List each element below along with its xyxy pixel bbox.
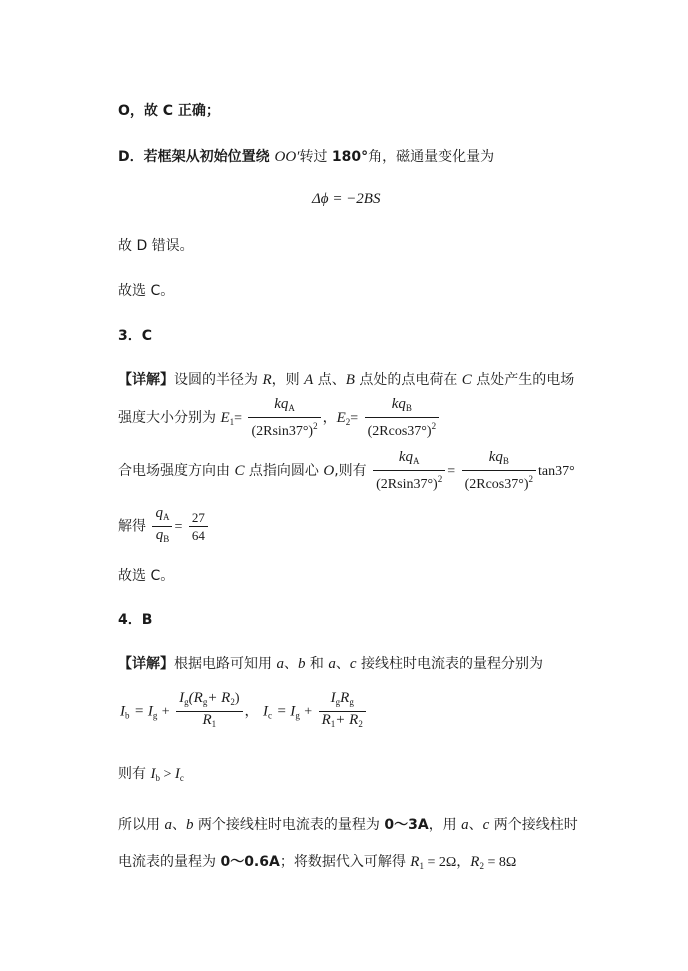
detail-4-ranges-line-1: 所以用 a、b 两个接线柱时电流表的量程为 0～3A，用 a、c 两个接线柱时 (118, 817, 578, 833)
fraction-qa-qb: $\frac{q_A}{q_B}$ (152, 505, 172, 548)
fraction-e1: $\frac{kq_A}{(2Rsin37^\circ)^2}$ (248, 396, 320, 440)
fraction-qa: $\frac{kq_A}{(2Rsin37^\circ)^2}$ (373, 449, 445, 493)
answer-4-heading: 4．B (118, 612, 153, 628)
detail-3-line-3: 合电场强度方向由 C 点指向圆心 O,则有 $\frac{kq_A}{(2Rsin37^\circ)^2}$ = $\frac{kq_B}{(2Rcos37^\circ)^2}$ tan37° (118, 449, 575, 492)
fraction-ib: $\frac{I_g(R_g+ R_2)}{R_1}$ (176, 690, 242, 733)
fraction-ic: $\frac{I_gR_g}{R_1+ R_2}$ (319, 690, 366, 733)
paragraph-d-wrong: 故 D 错误。 (118, 238, 194, 254)
detail-4-equations: $I_b = I_g$ + $\frac{I_g(R_g+ R_2)}{R_1}$ ， $I_c = I_g$ + $\frac{I_gR_g}{R_1+ R_2}$ (120, 690, 368, 736)
detail-3-line-4: 解得 $\frac{q_A}{q_B}$ = $\frac{27}{64}$ (118, 505, 210, 548)
detail-3-line-2: 强度大小分别为 $E_1=$ $\frac{kq_A}{(2Rsin37^\circ)^2}$ ，$E_2=$ $\frac{kq_B}{(2Rcos37^\circ)^2}$ (118, 396, 441, 441)
fraction-ratio: $\frac{27}{64}$ (189, 509, 208, 544)
fraction-e2: $\frac{kq_B}{(2Rcos37^\circ)^2}$ (365, 396, 439, 440)
equation-flux-change: Δϕ = −2BS (312, 191, 381, 207)
detail-3-line-1: 【详解】设圆的半径为 R，则 A 点、B 点处的点电荷在 C 点处产生的电场 (118, 372, 575, 388)
fraction-qb: $\frac{kq_B}{(2Rcos37^\circ)^2}$ (462, 449, 536, 493)
paragraph-option-d: D．若框架从初始位置绕 OO′转过 180°角，磁通量变化量为 (118, 149, 495, 165)
detail-4-ranges-line-2: 电流表的量程为 0～0.6A；将数据代入可解得 $R_1 = 2\Omega$，$R_2 = 8\Omega$ (118, 854, 517, 871)
paragraph-choose-c-2: 故选 C。 (118, 568, 175, 584)
paragraph-choose-c: 故选 C。 (118, 283, 175, 299)
paragraph-c-correct: O，故 C 正确； (118, 103, 220, 119)
answer-3-heading: 3．C (118, 328, 153, 344)
detail-4-line-1: 【详解】根据电路可知用 a、b 和 a、c 接线柱时电流表的量程分别为 (118, 656, 543, 672)
detail-4-comparison: 则有 $I_b > I_c$ (118, 766, 184, 783)
